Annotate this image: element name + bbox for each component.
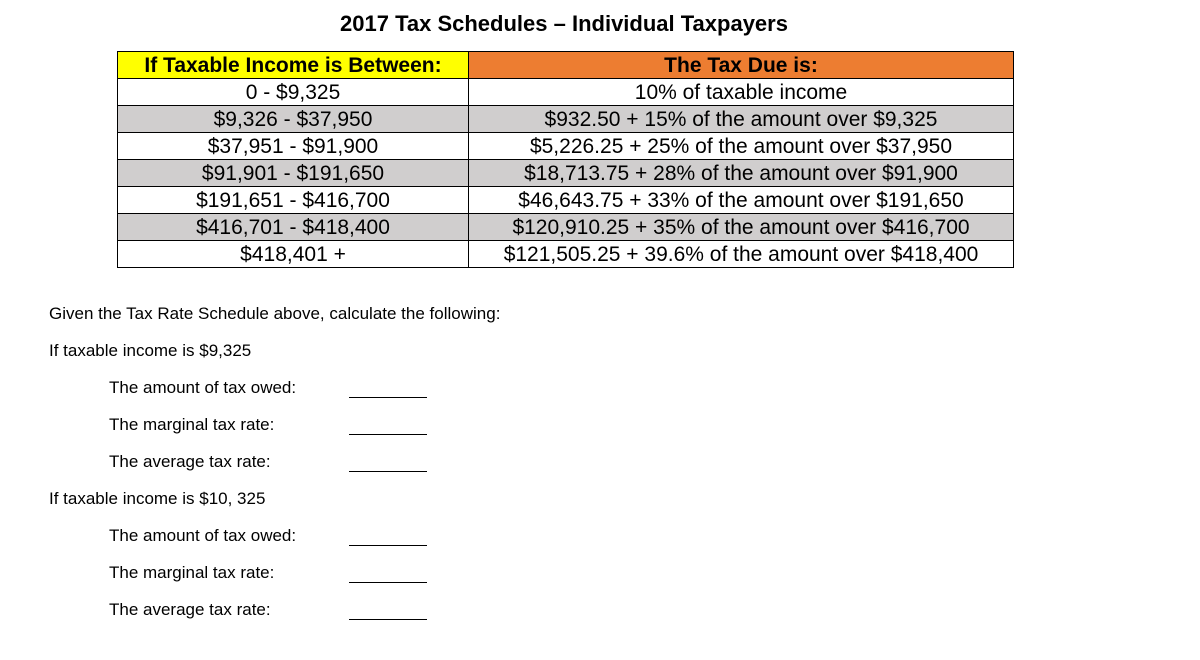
case-2-marginal-rate-label: The marginal tax rate: — [109, 563, 275, 582]
income-range-cell: $9,326 - $37,950 — [118, 106, 469, 133]
table-row — [118, 106, 1014, 133]
table-row — [118, 79, 1014, 106]
case-2-tax-owed-answer-blank[interactable] — [349, 545, 427, 546]
tax-due-cell: $5,226.25 + 25% of the amount over $37,950 — [469, 133, 1014, 160]
tax-due-header: The Tax Due is: — [469, 52, 1014, 79]
income-range-header: If Taxable Income is Between: — [118, 52, 469, 79]
table-row — [118, 160, 1014, 187]
tax-due-cell: 10% of taxable income — [469, 79, 1014, 106]
table-row — [118, 187, 1014, 214]
table-row — [118, 214, 1014, 241]
income-range-cell: $418,401 + — [118, 241, 469, 268]
tax-schedule-table — [117, 51, 1014, 268]
case-1-average-rate-answer-blank[interactable] — [349, 471, 427, 472]
tax-due-cell: $932.50 + 15% of the amount over $9,325 — [469, 106, 1014, 133]
case-1-tax-owed-label: The amount of tax owed: — [109, 378, 297, 397]
income-range-cell: 0 - $9,325 — [118, 79, 469, 106]
case-2-tax-owed-label: The amount of tax owed: — [109, 526, 297, 545]
tax-due-cell: $120,910.25 + 35% of the amount over $416,700 — [469, 214, 1014, 241]
case-1-marginal-rate-label: The marginal tax rate: — [109, 415, 275, 434]
page-title: 2017 Tax Schedules – Individual Taxpayers — [340, 11, 788, 36]
instructions-text: Given the Tax Rate Schedule above, calculate the following: — [49, 304, 501, 323]
income-range-cell: $416,701 - $418,400 — [118, 214, 469, 241]
case-2-average-rate-label: The average tax rate: — [109, 600, 271, 619]
income-range-cell: $37,951 - $91,900 — [118, 133, 469, 160]
table-row — [118, 241, 1014, 268]
case-2-heading: If taxable income is $10, 325 — [49, 489, 266, 508]
case-2-marginal-rate-answer-blank[interactable] — [349, 582, 427, 583]
tax-due-cell: $18,713.75 + 28% of the amount over $91,900 — [469, 160, 1014, 187]
case-2-average-rate-answer-blank[interactable] — [349, 619, 427, 620]
income-range-cell: $91,901 - $191,650 — [118, 160, 469, 187]
case-1-average-rate-label: The average tax rate: — [109, 452, 271, 471]
case-1-heading: If taxable income is $9,325 — [49, 341, 252, 360]
table-header-row — [118, 52, 1014, 79]
case-1-marginal-rate-answer-blank[interactable] — [349, 434, 427, 435]
case-1-tax-owed-answer-blank[interactable] — [349, 397, 427, 398]
income-range-cell: $191,651 - $416,700 — [118, 187, 469, 214]
tax-due-cell: $46,643.75 + 33% of the amount over $191,650 — [469, 187, 1014, 214]
table-row — [118, 133, 1014, 160]
tax-due-cell: $121,505.25 + 39.6% of the amount over $418,400 — [469, 241, 1014, 268]
